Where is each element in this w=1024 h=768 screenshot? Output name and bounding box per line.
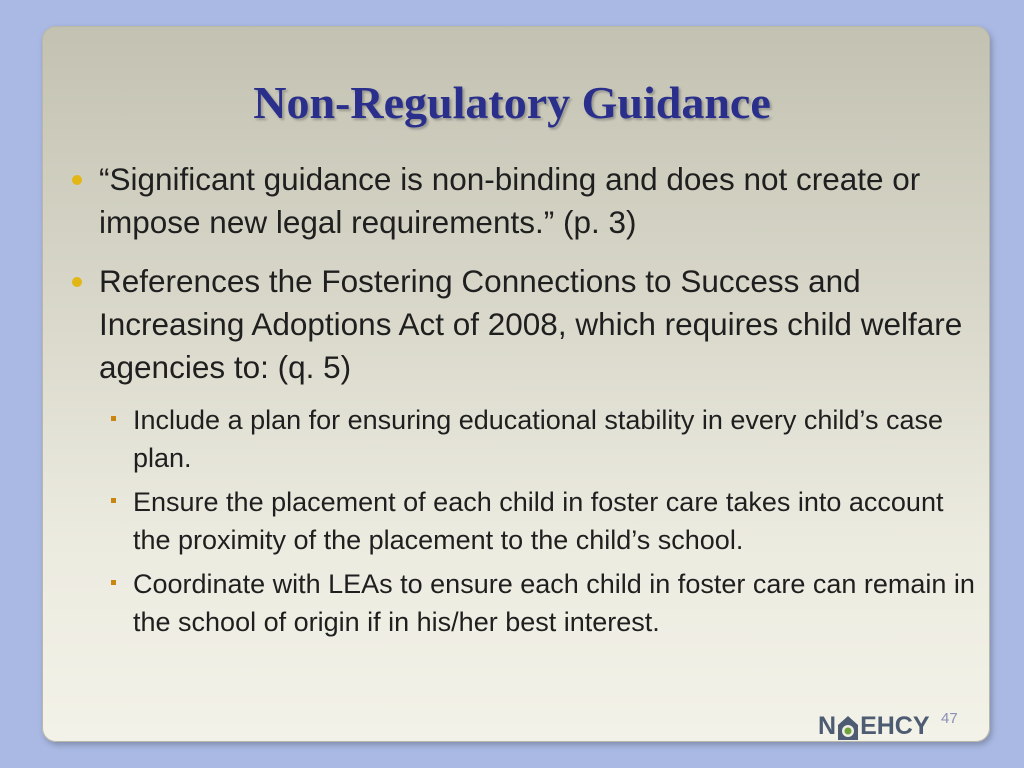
- bullet-list: [66, 158, 986, 657]
- sub-bullet-item: [99, 401, 986, 477]
- square-bullet-icon: [111, 580, 116, 585]
- bullet-text: References the Fostering Connections to Success and Increasing Adoptions Act of 2008, which requires child welfare agencies to: (q. 5): [99, 263, 963, 385]
- sub-bullet-item: [99, 565, 986, 641]
- sub-bullet-item: [99, 483, 986, 559]
- sub-bullet-list: [99, 401, 986, 641]
- bullet-item: [66, 260, 986, 641]
- slide-title: Non-Regulatory Guidance: [253, 77, 771, 128]
- bullet-item: [66, 158, 986, 244]
- bullet-dot-icon: [72, 277, 82, 287]
- sub-bullet-text: Coordinate with LEAs to ensure each child in foster care can remain in the school of origin if in his/her best interest.: [133, 569, 975, 637]
- page-number: 47: [941, 710, 958, 727]
- logo-text-right: EHCY: [860, 712, 930, 740]
- naehcy-logo: [818, 712, 930, 741]
- bullet-text: “Significant guidance is non-binding and does not create or impose new legal requirements.” (p. 3): [99, 161, 921, 240]
- sub-bullet-text: Include a plan for ensuring educational stability in every child’s case plan.: [133, 405, 943, 473]
- square-bullet-icon: [111, 498, 116, 503]
- house-icon: [837, 715, 859, 741]
- logo-text-left: N: [818, 712, 837, 740]
- square-bullet-icon: [111, 416, 116, 421]
- sub-bullet-text: Ensure the placement of each child in foster care takes into account the proximity of the placement to the child’s school.: [133, 487, 944, 555]
- bullet-dot-icon: [72, 175, 82, 185]
